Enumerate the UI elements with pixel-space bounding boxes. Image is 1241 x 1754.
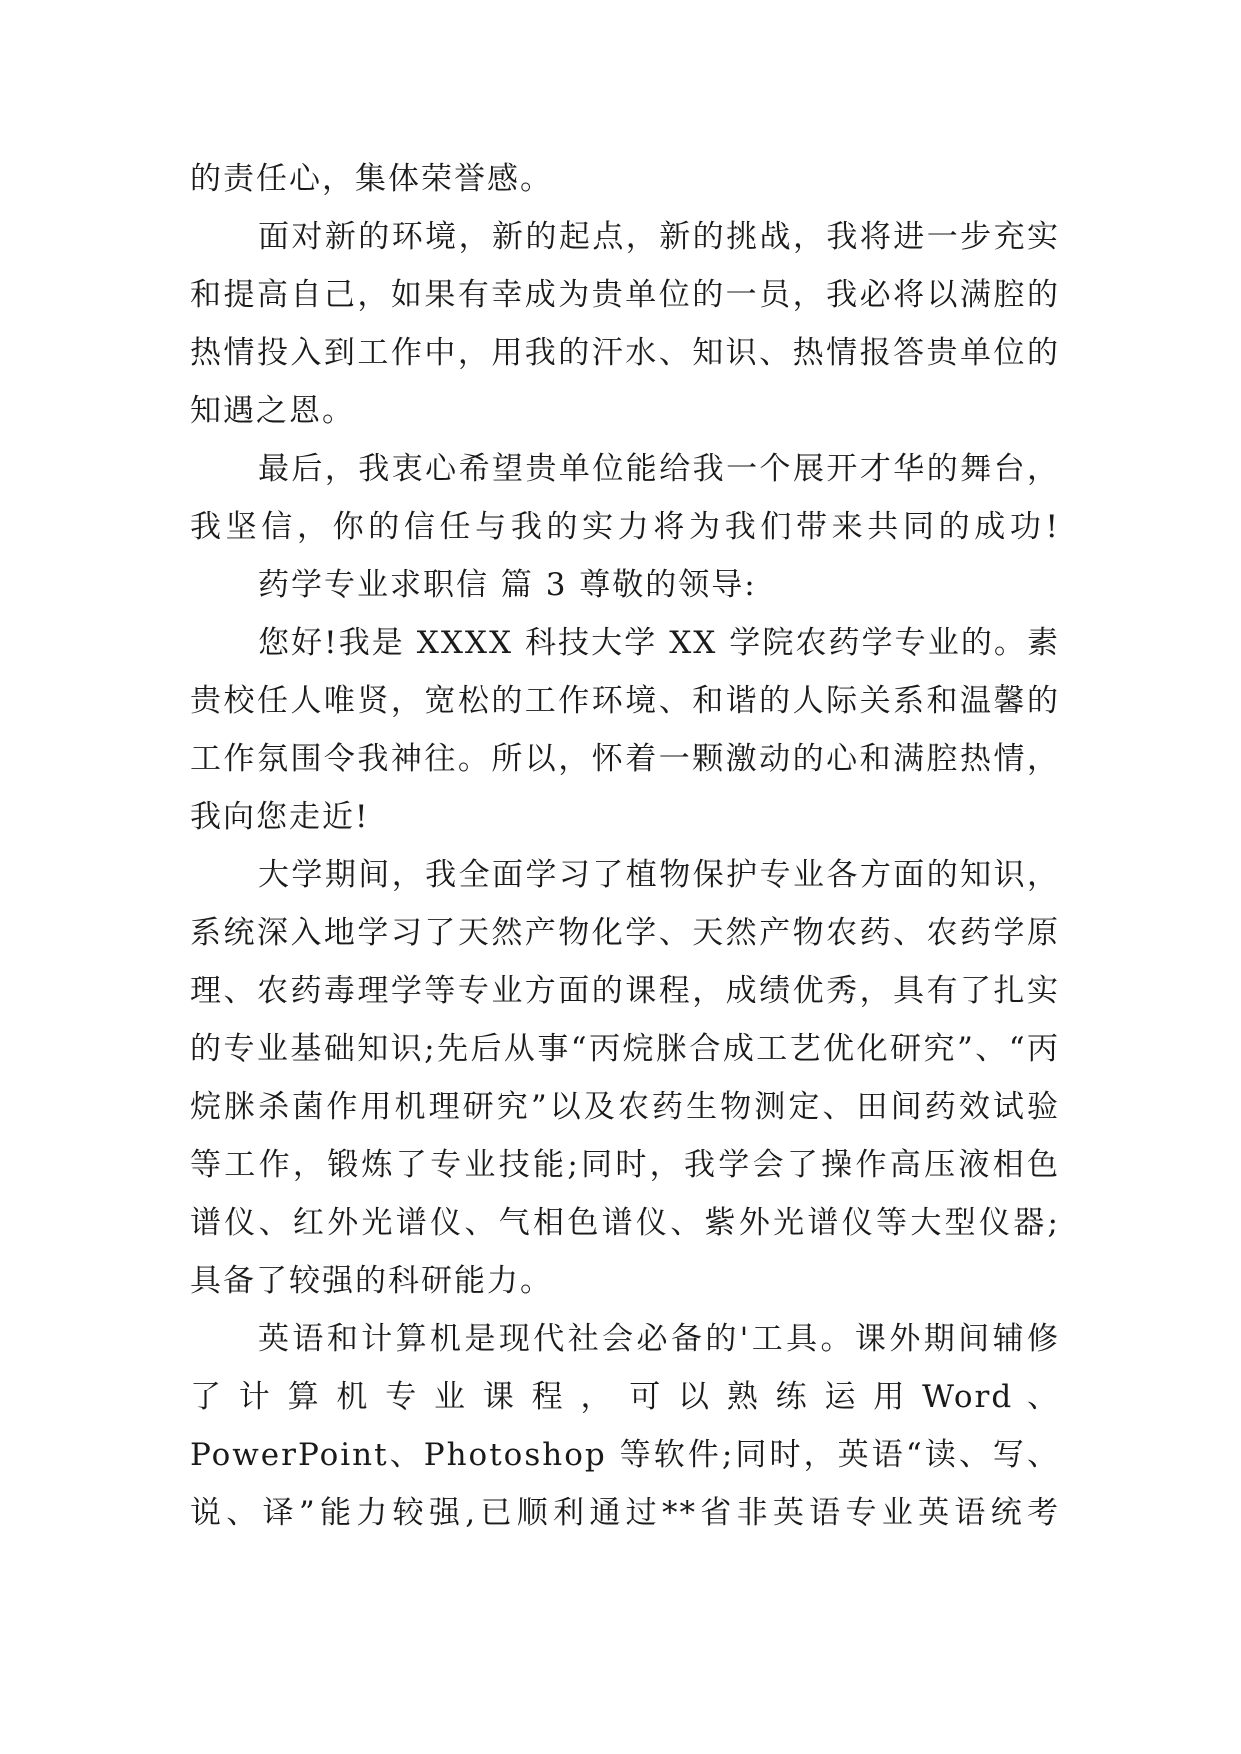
text-line-10: 贵校任人唯贤，宽松的工作环境、和谐的人际关系和温馨的 [190,683,1060,719]
text-line-4: 热情投入到工作中，用我的汗水、知识、热情报答贵单位的 [190,335,1060,371]
text-line-1: 的责任心，集体荣誉感。 [190,161,553,197]
text-line-23: PowerPoint、Photoshop 等软件;同时，英语“读、写、 [190,1437,1060,1473]
paragraph-university-study: 大学期间，我全面学习了植物保护专业各方面的知识， [258,857,1060,893]
paragraph-closing-wish: 最后，我衷心希望贵单位能给我一个展开才华的舞台， [258,451,1060,487]
text-line-12: 我向您走近! [190,799,370,835]
text-line-19: 谱仪、红外光谱仪、气相色谱仪、紫外光谱仪等大型仪器; [190,1205,1060,1241]
text-line-11: 工作氛围令我神往。所以，怀着一颗激动的心和满腔热情， [190,741,1060,777]
text-line-22: 了 计 算 机 专 业 课 程 ， 可 以 熟 练 运 用 Word 、 [190,1379,1060,1415]
text-line-20: 具备了较强的科研能力。 [190,1263,553,1299]
text-line-15: 理、农药毒理学等专业方面的课程，成绩优秀，具有了扎实 [190,973,1060,1009]
text-line-3: 和提高自己，如果有幸成为贵单位的一员，我必将以满腔的 [190,277,1060,313]
letter-body [190,150,1060,1542]
text-line-17: 烷脒杀菌作用机理研究”以及农药生物测定、田间药效试验 [190,1089,1060,1125]
text-line-18: 等工作，锻炼了专业技能;同时，我学会了操作高压液相色 [190,1147,1060,1183]
text-line-5: 知遇之恩。 [190,393,355,429]
paragraph-greeting: 您好!我是 XXXX 科技大学 XX 学院农药学专业的。素 [258,625,1060,661]
text-line-16: 的专业基础知识;先后从事“丙烷脒合成工艺优化研究”、“丙 [190,1031,1060,1067]
text-line-14: 系统深入地学习了天然产物化学、天然产物农药、农药学原 [190,915,1060,951]
paragraph-new-environment: 面对新的环境，新的起点，新的挑战，我将进一步充实 [258,219,1060,255]
text-line-7: 我坚信，你的信任与我的实力将为我们带来共同的成功! [190,509,1060,545]
section-heading-letter-3: 药学专业求职信 篇 3 尊敬的领导: [258,567,757,603]
paragraph-english-computer: 英语和计算机是现代社会必备的'工具。课外期间辅修 [258,1321,1060,1357]
text-line-24: 说、译”能力较强,已顺利通过**省非英语专业英语统考 [190,1495,1060,1531]
